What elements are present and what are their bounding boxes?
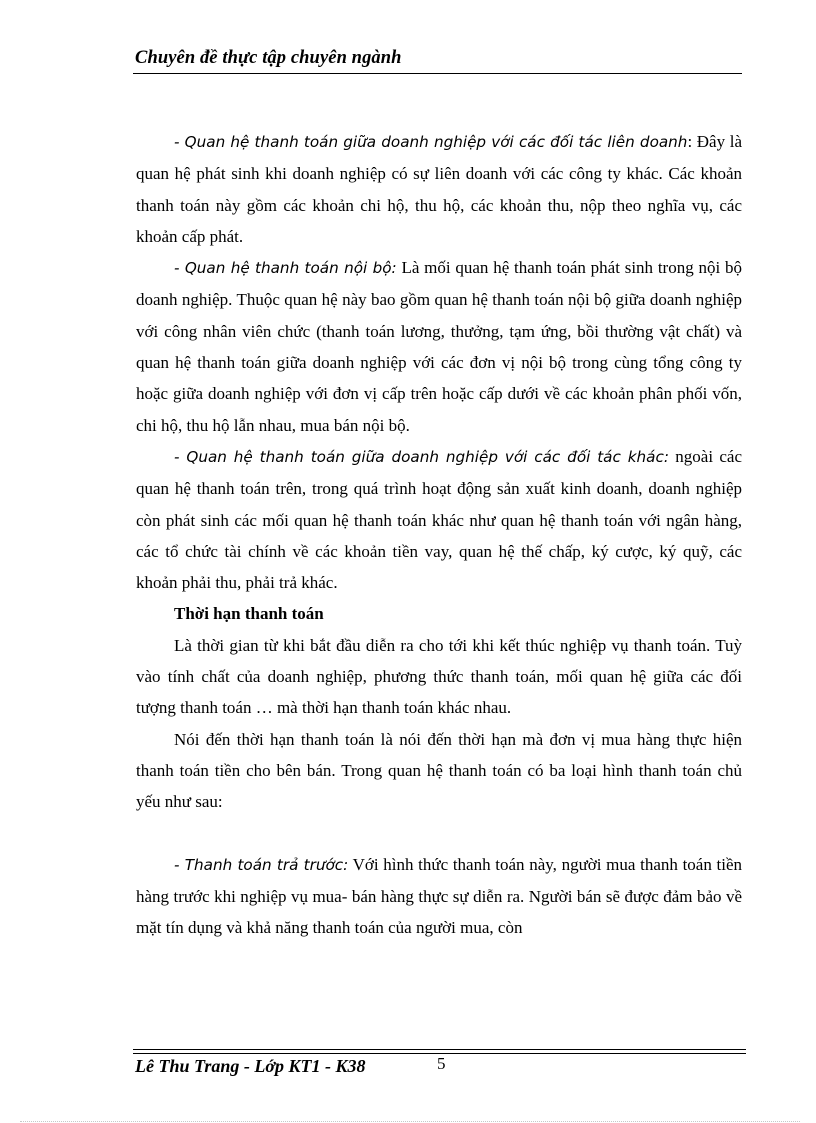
paragraph-text: Là mối quan hệ thanh toán phát sinh trong nội bộ doanh nghiệp. Thuộc quan hệ này bao gồm quan hệ thanh toán nội bộ giữa doanh nghiệp với công nhân viên chức (thanh toán lương, thưởng, tạm ứng, bồi thường vật chất) và quan hệ thanh toán giữa doanh nghiệp với các đơn vị nội bộ trong cùng tổng công ty hoặc giữa doanh nghiệp với đơn vị cấp trên hoặc cấp dưới về các khoản phân phối vốn, chi hộ, thu hộ lẫn nhau, mua bán nội bộ. — [136, 258, 743, 435]
page-bottom-border — [20, 1121, 800, 1122]
document-body — [136, 126, 742, 943]
header-rule — [133, 73, 742, 74]
paragraph-internal — [136, 252, 742, 441]
paragraph-text: Với hình thức thanh toán này, người mua thanh toán tiền hàng trước khi nghiệp vụ mua- bán hàng thực sự diễn ra. Người bán sẽ được đảm bảo về mặt tín dụng và khả năng thanh toán của người mua, còn — [136, 854, 743, 938]
paragraph-lead: - Quan hệ thanh toán nội bộ: — [174, 259, 397, 278]
footer-rule — [133, 1049, 746, 1050]
paragraph-definition: Là thời gian từ khi bắt đầu diễn ra cho tới khi kết thúc nghiệp vụ thanh toán. Tuỳ vào tính chất của doanh nghiệp, phương thức thanh toán, mối quan hệ giữa các đối tượng thanh toán … mà thời hạn thanh toán khác nhau. — [136, 635, 742, 718]
page-header-title: Chuyên đề thực tập chuyên ngành — [135, 48, 402, 68]
paragraph-lead: - Thanh toán trả trước: — [174, 855, 349, 874]
paragraph-other-partners — [136, 441, 742, 598]
paragraph-lead: - Quan hệ thanh toán giữa doanh nghiệp với các đối tác khác: — [174, 447, 669, 466]
section-heading: Thời hạn thanh toán — [174, 604, 324, 624]
paragraph-payment-types: Nói đến thời hạn thanh toán là nói đến thời hạn mà đơn vị mua hàng thực hiện thanh toán tiền cho bên bán. Trong quan hệ thanh toán có ba loại hình thanh toán chủ yếu như sau: — [136, 729, 742, 812]
paragraph-text: : Đây là quan hệ phát sinh khi doanh nghiệp có sự liên doanh với các công ty khác. Các khoản thanh toán này gồm các khoản chi hộ, thu hộ, các khoản thu, nộp theo nghĩa vụ, các khoản cấp phát. — [136, 132, 742, 246]
paragraph-joint-venture — [136, 126, 742, 252]
paragraph-lead: - Quan hệ thanh toán giữa doanh nghiệp với các đối tác liên doanh — [174, 133, 688, 151]
footer-author: Lê Thu Trang - Lớp KT1 - K38 — [135, 1056, 366, 1076]
paragraph-text: ngoài các quan hệ thanh toán trên, trong quá trình hoạt động sản xuất kinh doanh, doanh nghiệp còn phát sinh các mối quan hệ thanh toán khác như quan hệ thanh toán với ngân hàng, các tổ chức tài chính về các khoản tiền vay, quan hệ thế chấp, ký cược, ký quỹ, các khoản phải thu, phải trả khác. — [136, 446, 743, 593]
paragraph-prepayment — [136, 849, 742, 944]
page-number: 5 — [437, 1054, 446, 1073]
blank-line — [136, 818, 742, 849]
